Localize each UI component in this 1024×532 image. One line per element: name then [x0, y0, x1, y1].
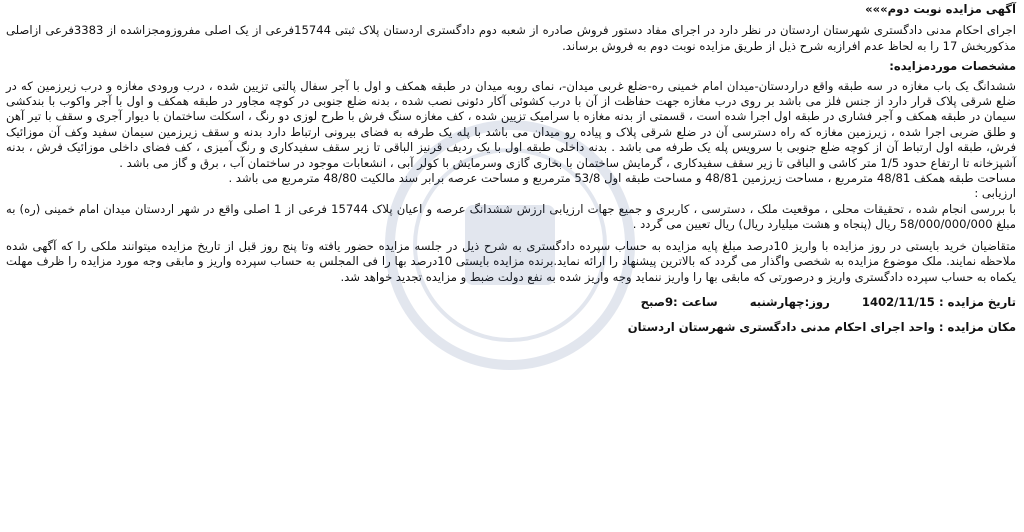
valuation-body: با بررسی انجام شده ، تحقیقات محلی ، موقعیت ملک ، دسترسی ، کاربری و جمیع جهات ارزیابی ارزش ششدانگ عرصه و اعیان پلاک 15744 فرعی از 1 اصلی واقع در شهر اردستان میدان امام خمینی (ره) به مبلغ 58/000/000/000 ریال (پنجاه و هشت میلیارد ریال) ریال تعیین می گردد .: [6, 201, 1016, 232]
auction-date-line: [6, 295, 1016, 310]
specs-heading: مشخصات موردمزایده:: [889, 59, 1016, 74]
day-label: روز:چهارشنبه: [749, 294, 830, 309]
auction-notice: [6, 2, 1016, 530]
areas-text: مساحت طبقه همکف 48/81 مترمربع ، مساحت زیرزمین 48/81 و مساحت طبقه اول 53/8 مترمربع و مساحت عرصه برابر سند مالکیت 48/80 مترمربع می باشد .: [228, 171, 1016, 186]
valuation-heading: ارزیابی :: [974, 186, 1016, 201]
auction-conditions: متقاضیان خرید بایستی در روز مزایده با واریز 10درصد مبلغ پایه مزایده به حساب سپرده دادگستری به شرح ذیل در جلسه مزایده حضور یافته وتا پنج روز قبل از تاریخ مزایده میتوانند ملکی را که آگهی شده ملاحظه نمایند. ملک موضوع مزایده به شخصی واگذار می گردد که بالاترین پیشنهاد را ارائه نماید.برنده مزایده بایستی 10درصد بها را فی المجلس به حساب سپرده واریز و مابقی وجه مورد مزایده را ظرف مهلت یکماه به حساب سپرده دادگستری واریز و درصورتی که مابقی بها را واریز ننماید وجه واریز شده به نفع دولت ضبط و مزایده تجدید خواهد شد.: [6, 238, 1016, 284]
auction-place: مکان مزایده : واحد اجرای احکام مدنی دادگستری شهرستان اردستان: [627, 320, 1016, 335]
notice-intro: اجرای احکام مدنی دادگستری شهرستان اردستان در نظر دارد در اجرای مفاد دستور فروش صادره از شعبه دوم دادگستری اردستان پلاک ثبتی 15744فرعی از یک اصلی مفروزومجزاشده از 3383فرعی ازاصلی مذکوربخش 17 را به لحاظ عدم افرازبه شرح ذیل از طریق مزایده نوبت دوم به فروش برساند.: [6, 23, 1016, 53]
specs-body: ششدانگ یک باب مغازه در سه طبقه واقع دراردستان-میدان امام خمینی ره-ضلع غربی میدان-، نمای روبه میدان در طبقه همکف و اول با آجر سفال پالتی تزیین شده ، درب ورودی مغازه و درب زیرزمین که در ضلع شرقی پلاک قرار دارد از جنس فلز می باشد بر روی درب مغازه جهت حفاظت از آن با درب کشوئی آکار دئونی نصب شده ، بدنه ضلع جنوبی در کوچه مجاور در طبقه همکف و اول با آجر واکوب با بندکشی سیمان در طبقه همکف و آجر فشاری در طبقه اول اجرا شده است ، قسمتی از بدنه مغازه با سرامیک تزیین شده ، کف مغازه سنگ فرش با طرح لوزی دو رنگ ، اسکلت ساختمان با دیوار آجری و سقف با تیر آهن و طلق ضربی اجرا شده ، زیرزمین مغازه که راه دسترسی آن در ضلع شرقی پلاک و پیاده رو میدان می باشد با پله یک طرفه به فضای بیرونی ارتباط دارد بدنه و سقف زیرزمین سیمان سفید وکف آن موزائیک فرش، طبقه اول ارتباط آن از کوچه ضلع جنوبی با سرویس پله یک طرفه می باشد . بدنه داخلی طبقه اول با یک ردیف قرنیز الباقی تا زیر سقف سفیدکاری و رنگ آمیزی ، کف فضای داخلی موزائیک فرش ، بدنه آشپزخانه تا ارتفاع حدود 1/5 متر کاشی و الباقی تا زیر سقف سفیدکاری ، گرمایش ساختمان با بخاری گازی وسرمایش با کولر آبی ، انشعابات موجود در ساختمان آب ، برق و گاز می باشد .: [6, 78, 1016, 170]
notice-title: آگهی مزایده نوبت دوم»»»: [865, 2, 1016, 16]
date-value: 1402/11/15: [861, 294, 935, 309]
date-label: تاریخ مزایده : 1402/11/15: [861, 294, 1016, 309]
time-label: ساعت :9صبح: [640, 294, 718, 309]
